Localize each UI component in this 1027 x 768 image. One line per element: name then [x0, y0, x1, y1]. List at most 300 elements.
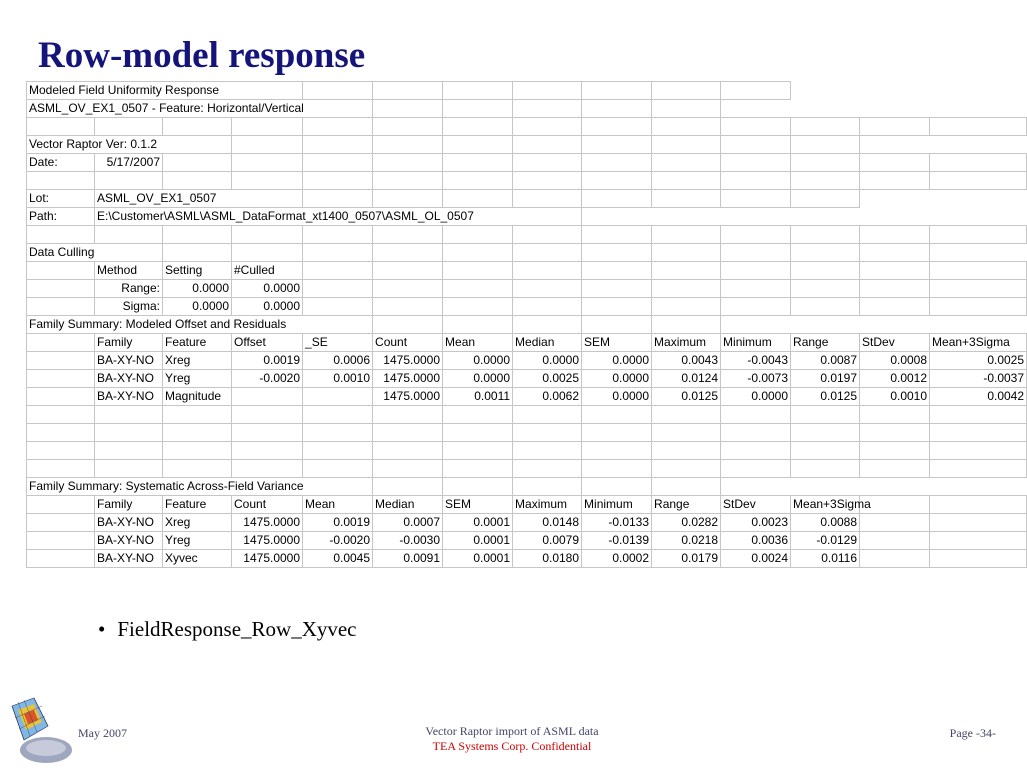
- sheet-cell-empty: [163, 172, 232, 190]
- sheet-cell-empty: [95, 460, 163, 478]
- sheet-cell-empty: [791, 226, 860, 244]
- sheet-cell-empty: [860, 172, 930, 190]
- sheet-cell-empty: [582, 298, 652, 316]
- sheet-cell-empty: [443, 190, 513, 208]
- sheet-cell-empty: [860, 226, 930, 244]
- sheet-cell: Yreg: [163, 532, 232, 550]
- sheet-cell-empty: [373, 226, 443, 244]
- sheet-row: [27, 244, 1027, 262]
- sheet-cell-empty: [860, 442, 930, 460]
- sheet-cell-empty: [232, 424, 303, 442]
- sheet-cell-empty: [232, 244, 303, 262]
- sheet-cell-empty: [652, 154, 721, 172]
- sheet-row: [27, 82, 1027, 100]
- sheet-row: [27, 172, 1027, 190]
- sheet-cell: SEM: [582, 334, 652, 352]
- sheet-cell-empty: [652, 82, 721, 100]
- sheet-cell-empty: [373, 406, 443, 424]
- sheet-cell: 0.0124: [652, 370, 721, 388]
- sheet-row: [27, 388, 1027, 406]
- sheet-cell-empty: [232, 406, 303, 424]
- sheet-cell: 0.0087: [791, 352, 860, 370]
- sheet-cell-empty: [721, 280, 791, 298]
- sheet-cell-empty: [652, 406, 721, 424]
- sheet-cell-empty: [513, 118, 582, 136]
- sheet-cell-empty: [582, 262, 652, 280]
- sheet-cell-empty: [443, 100, 513, 118]
- sheet-cell-empty: [443, 316, 513, 334]
- sheet-cell-empty: [95, 118, 163, 136]
- sheet-cell: 0.0043: [652, 352, 721, 370]
- sheet-cell-empty: [513, 424, 582, 442]
- sheet-cell-empty: [860, 118, 930, 136]
- sheet-cell-empty: [860, 244, 930, 262]
- sheet-cell: Setting: [163, 262, 232, 280]
- sheet-cell-empty: [791, 154, 860, 172]
- sheet-cell-empty: [513, 190, 582, 208]
- sheet-cell: Magnitude: [163, 388, 232, 406]
- sheet-cell-empty: [582, 226, 652, 244]
- sheet-cell: 0.0125: [652, 388, 721, 406]
- sheet-cell-empty: [373, 442, 443, 460]
- sheet-cell: 0.0006: [303, 352, 373, 370]
- sheet-cell-empty: [232, 154, 303, 172]
- sheet-cell: 0.0079: [513, 532, 582, 550]
- sheet-cell: 0.0125: [791, 388, 860, 406]
- sheet-cell-empty: [163, 424, 232, 442]
- sheet-cell: 0.0062: [513, 388, 582, 406]
- footer-page-number: Page -34-: [949, 726, 996, 740]
- sheet-cell: 0.0000: [232, 298, 303, 316]
- sheet-cell-empty: [652, 190, 721, 208]
- sheet-cell-empty: [860, 532, 930, 550]
- sheet-cell-empty: [513, 100, 582, 118]
- sheet-cell-empty: [721, 406, 791, 424]
- sheet-row: [27, 460, 1027, 478]
- sheet-cell: Maximum: [513, 496, 582, 514]
- sheet-cell: 0.0180: [513, 550, 582, 568]
- sheet-cell-empty: [582, 190, 652, 208]
- sheet-cell: Range:: [95, 280, 163, 298]
- sheet-cell-empty: [513, 136, 582, 154]
- sheet-cell-empty: [791, 460, 860, 478]
- sheet-row: [27, 262, 1027, 280]
- sheet-cell: Xreg: [163, 514, 232, 532]
- sheet-cell-empty: [373, 100, 443, 118]
- sheet-cell-empty: [443, 478, 513, 496]
- sheet-row: [27, 532, 1027, 550]
- sheet-cell-empty: [930, 424, 1027, 442]
- sheet-cell: 0.0024: [721, 550, 791, 568]
- sheet-cell-empty: [513, 406, 582, 424]
- sheet-cell-empty: [303, 172, 373, 190]
- sheet-cell-empty: [860, 424, 930, 442]
- sheet-cell-empty: [513, 280, 582, 298]
- sheet-row: [27, 100, 1027, 118]
- sheet-cell: SEM: [443, 496, 513, 514]
- sheet-cell-empty: [721, 154, 791, 172]
- sheet-cell-empty: [443, 136, 513, 154]
- sheet-cell-empty: [721, 424, 791, 442]
- sheet-cell-empty: [513, 478, 582, 496]
- sheet-cell: BA-XY-NO: [95, 550, 163, 568]
- sheet-cell-empty: [27, 262, 95, 280]
- spreadsheet-grid: [26, 81, 1027, 568]
- sheet-cell-empty: [27, 442, 95, 460]
- sheet-cell-empty: [582, 424, 652, 442]
- sheet-cell: E:\Customer\ASML\ASML_DataFormat_xt1400_0507\ASML_OL_0507: [95, 208, 582, 226]
- sheet-cell: -0.0020: [303, 532, 373, 550]
- sheet-cell-empty: [930, 460, 1027, 478]
- sheet-cell-empty: [443, 262, 513, 280]
- sheet-cell-empty: [373, 298, 443, 316]
- sheet-cell-empty: [27, 280, 95, 298]
- sheet-cell-empty: [721, 190, 791, 208]
- sheet-cell: 0.0116: [791, 550, 860, 568]
- sheet-cell: Sigma:: [95, 298, 163, 316]
- sheet-cell-empty: [27, 406, 95, 424]
- sheet-cell: Lot:: [27, 190, 95, 208]
- sheet-cell-empty: [232, 442, 303, 460]
- sheet-cell-empty: [860, 298, 930, 316]
- sheet-cell-empty: [95, 172, 163, 190]
- sheet-cell-empty: [443, 298, 513, 316]
- footer-center: [300, 724, 724, 754]
- sheet-cell-empty: [513, 226, 582, 244]
- sheet-cell-empty: [513, 298, 582, 316]
- sheet-cell-empty: [95, 406, 163, 424]
- sheet-cell: 0.0007: [373, 514, 443, 532]
- sheet-cell-empty: [582, 280, 652, 298]
- sheet-cell-empty: [791, 190, 860, 208]
- sheet-row: [27, 424, 1027, 442]
- sheet-cell-empty: [513, 460, 582, 478]
- sheet-cell-empty: [582, 442, 652, 460]
- sheet-cell: 0.0023: [721, 514, 791, 532]
- sheet-cell-empty: [930, 118, 1027, 136]
- sheet-cell-empty: [860, 460, 930, 478]
- sheet-cell: 1475.0000: [232, 514, 303, 532]
- sheet-cell-empty: [443, 460, 513, 478]
- sheet-cell-empty: [860, 280, 930, 298]
- sheet-cell-empty: [443, 280, 513, 298]
- sheet-cell: 0.0012: [860, 370, 930, 388]
- sheet-cell-empty: [232, 136, 303, 154]
- sheet-cell-empty: [791, 406, 860, 424]
- sheet-cell-empty: [652, 424, 721, 442]
- footer-date: May 2007: [78, 726, 127, 740]
- sheet-cell-empty: [513, 82, 582, 100]
- sheet-cell: BA-XY-NO: [95, 388, 163, 406]
- sheet-cell: Maximum: [652, 334, 721, 352]
- sheet-cell-empty: [303, 136, 373, 154]
- sheet-cell-empty: [652, 244, 721, 262]
- sheet-cell-empty: [27, 118, 95, 136]
- sheet-cell: 0.0010: [303, 370, 373, 388]
- sheet-cell: BA-XY-NO: [95, 514, 163, 532]
- sheet-cell-empty: [582, 136, 652, 154]
- sheet-cell-empty: [652, 226, 721, 244]
- sheet-cell-empty: [860, 514, 930, 532]
- sheet-cell-empty: [303, 154, 373, 172]
- sheet-cell-empty: [303, 244, 373, 262]
- sheet-cell: 0.0000: [232, 280, 303, 298]
- sheet-cell: ASML_OV_EX1_0507: [95, 190, 303, 208]
- sheet-cell-empty: [930, 172, 1027, 190]
- sheet-cell: Path:: [27, 208, 95, 226]
- sheet-cell: 1475.0000: [373, 388, 443, 406]
- sheet-cell-empty: [513, 316, 582, 334]
- sheet-cell-empty: [513, 172, 582, 190]
- sheet-cell: 0.0282: [652, 514, 721, 532]
- sheet-cell-empty: [582, 100, 652, 118]
- sheet-row: [27, 190, 1027, 208]
- sheet-cell: [303, 388, 373, 406]
- sheet-cell-empty: [652, 316, 721, 334]
- sheet-cell: Offset: [232, 334, 303, 352]
- sheet-cell-empty: [652, 136, 721, 154]
- sheet-cell: Family Summary: Modeled Offset and Residuals: [27, 316, 373, 334]
- sheet-cell-empty: [791, 244, 860, 262]
- sheet-cell-empty: [513, 154, 582, 172]
- sheet-cell: _SE: [303, 334, 373, 352]
- sheet-cell-empty: [791, 424, 860, 442]
- sheet-cell-empty: [443, 154, 513, 172]
- sheet-cell-empty: [27, 334, 95, 352]
- sheet-cell: 1475.0000: [373, 352, 443, 370]
- sheet-cell: 0.0001: [443, 550, 513, 568]
- sheet-cell: -0.0133: [582, 514, 652, 532]
- sheet-cell: 0.0218: [652, 532, 721, 550]
- sheet-cell: 0.0000: [582, 370, 652, 388]
- sheet-cell: Range: [652, 496, 721, 514]
- sheet-cell: 0.0000: [163, 298, 232, 316]
- sheet-cell: -0.0139: [582, 532, 652, 550]
- sheet-cell-empty: [163, 154, 232, 172]
- sheet-cell: 5/17/2007: [95, 154, 163, 172]
- sheet-cell: Minimum: [582, 496, 652, 514]
- sheet-cell-empty: [232, 226, 303, 244]
- sheet-cell-empty: [373, 262, 443, 280]
- sheet-cell: -0.0073: [721, 370, 791, 388]
- sheet-cell-empty: [513, 244, 582, 262]
- sheet-cell: Mean: [303, 496, 373, 514]
- sheet-cell-empty: [513, 262, 582, 280]
- sheet-cell-empty: [163, 226, 232, 244]
- sheet-cell-empty: [95, 442, 163, 460]
- spreadsheet: [26, 81, 1025, 570]
- sheet-cell: 0.0000: [443, 370, 513, 388]
- sheet-row: [27, 442, 1027, 460]
- sheet-cell-empty: [791, 262, 860, 280]
- sheet-cell-empty: [373, 118, 443, 136]
- sheet-cell: Xyvec: [163, 550, 232, 568]
- sheet-cell: 0.0025: [513, 370, 582, 388]
- sheet-cell: 0.0000: [163, 280, 232, 298]
- sheet-cell: Count: [232, 496, 303, 514]
- sheet-cell: 1475.0000: [232, 550, 303, 568]
- sheet-cell-empty: [443, 244, 513, 262]
- sheet-cell: 1475.0000: [232, 532, 303, 550]
- sheet-cell-empty: [303, 460, 373, 478]
- sheet-cell: Family Summary: Systematic Across-Field Variance: [27, 478, 373, 496]
- sheet-cell-empty: [652, 298, 721, 316]
- sheet-cell: 0.0000: [443, 352, 513, 370]
- sheet-cell-empty: [27, 532, 95, 550]
- sheet-cell-empty: [303, 298, 373, 316]
- sheet-row: [27, 478, 1027, 496]
- sheet-cell-empty: [303, 280, 373, 298]
- sheet-cell: 0.0000: [513, 352, 582, 370]
- sheet-cell: 0.0025: [930, 352, 1027, 370]
- sheet-row: [27, 406, 1027, 424]
- sheet-cell-empty: [582, 118, 652, 136]
- sheet-cell-empty: [27, 172, 95, 190]
- sheet-cell-empty: [373, 154, 443, 172]
- footer-subtitle: Vector Raptor import of ASML data: [425, 724, 599, 738]
- sheet-cell-empty: [582, 406, 652, 424]
- sheet-cell: Mean: [443, 334, 513, 352]
- sheet-cell-empty: [232, 118, 303, 136]
- sheet-cell-empty: [373, 460, 443, 478]
- sheet-cell: StDev: [721, 496, 791, 514]
- sheet-cell-empty: [721, 298, 791, 316]
- sheet-row: [27, 280, 1027, 298]
- sheet-cell-empty: [163, 406, 232, 424]
- sheet-cell-empty: [95, 424, 163, 442]
- sheet-cell-empty: [27, 298, 95, 316]
- sheet-cell: 0.0008: [860, 352, 930, 370]
- sheet-cell-empty: [373, 316, 443, 334]
- sheet-cell-empty: [652, 478, 721, 496]
- sheet-cell-empty: [513, 442, 582, 460]
- sheet-cell-empty: [930, 550, 1027, 568]
- sheet-cell-empty: [373, 136, 443, 154]
- sheet-cell: -0.0129: [791, 532, 860, 550]
- sheet-cell-empty: [27, 424, 95, 442]
- sheet-cell: 0.0036: [721, 532, 791, 550]
- sheet-cell-empty: [791, 172, 860, 190]
- sheet-cell-empty: [652, 460, 721, 478]
- sheet-cell: Mean+3Sigma: [791, 496, 860, 514]
- sheet-cell: Method: [95, 262, 163, 280]
- sheet-cell-empty: [791, 280, 860, 298]
- sheet-cell: -0.0020: [232, 370, 303, 388]
- sheet-cell-empty: [303, 442, 373, 460]
- sheet-cell: -0.0043: [721, 352, 791, 370]
- sheet-cell: Range: [791, 334, 860, 352]
- sheet-cell: Median: [513, 334, 582, 352]
- sheet-cell: BA-XY-NO: [95, 532, 163, 550]
- sheet-cell-empty: [303, 424, 373, 442]
- sheet-cell-empty: [791, 298, 860, 316]
- sheet-cell-empty: [443, 442, 513, 460]
- sheet-cell-empty: [721, 244, 791, 262]
- sheet-cell-empty: [27, 496, 95, 514]
- sheet-cell: 0.0000: [721, 388, 791, 406]
- sheet-cell-empty: [163, 442, 232, 460]
- sheet-cell-empty: [443, 118, 513, 136]
- sheet-cell-empty: [930, 298, 1027, 316]
- sheet-cell-empty: [930, 226, 1027, 244]
- sheet-cell-empty: [582, 82, 652, 100]
- sheet-cell-empty: [303, 190, 373, 208]
- sheet-cell: 0.0000: [582, 352, 652, 370]
- sheet-cell-empty: [373, 280, 443, 298]
- sheet-row: [27, 316, 1027, 334]
- sheet-cell-empty: [27, 226, 95, 244]
- sheet-cell-empty: [303, 262, 373, 280]
- sheet-cell-empty: [721, 442, 791, 460]
- sheet-cell: Family: [95, 334, 163, 352]
- sheet-cell: Family: [95, 496, 163, 514]
- sheet-cell-empty: [373, 172, 443, 190]
- sheet-cell: 0.0042: [930, 388, 1027, 406]
- sheet-cell-empty: [95, 226, 163, 244]
- sheet-cell-empty: [443, 226, 513, 244]
- sheet-cell: -0.0030: [373, 532, 443, 550]
- sheet-cell-empty: [652, 100, 721, 118]
- sheet-cell: ASML_OV_EX1_0507 - Feature: Horizontal/Vertical: [27, 100, 373, 118]
- sheet-cell-empty: [860, 550, 930, 568]
- sheet-cell-empty: [582, 460, 652, 478]
- sheet-cell: BA-XY-NO: [95, 370, 163, 388]
- footer-confidential: TEA Systems Corp. Confidential: [432, 739, 592, 753]
- surface-plot-logo-icon: [4, 696, 74, 766]
- sheet-row: [27, 514, 1027, 532]
- sheet-cell-empty: [721, 136, 791, 154]
- sheet-cell-empty: [303, 226, 373, 244]
- sheet-cell-empty: [443, 172, 513, 190]
- sheet-cell-empty: [721, 172, 791, 190]
- sheet-cell: Xreg: [163, 352, 232, 370]
- sheet-cell-empty: [232, 172, 303, 190]
- sheet-cell-empty: [27, 370, 95, 388]
- sheet-cell-empty: [721, 118, 791, 136]
- sheet-cell: Mean+3Sigma: [930, 334, 1027, 352]
- sheet-cell-empty: [373, 190, 443, 208]
- sheet-cell: Yreg: [163, 370, 232, 388]
- sheet-cell-empty: [582, 154, 652, 172]
- sheet-cell-empty: [303, 406, 373, 424]
- sheet-cell-empty: [930, 406, 1027, 424]
- sheet-cell: 0.0001: [443, 532, 513, 550]
- sheet-cell-empty: [721, 262, 791, 280]
- sheet-cell-empty: [27, 514, 95, 532]
- sheet-cell: 0.0148: [513, 514, 582, 532]
- sheet-cell: Median: [373, 496, 443, 514]
- sheet-cell-empty: [443, 424, 513, 442]
- sheet-cell-empty: [930, 280, 1027, 298]
- sheet-cell-empty: [652, 442, 721, 460]
- sheet-cell-empty: [930, 262, 1027, 280]
- sheet-cell-empty: [582, 244, 652, 262]
- sheet-row: [27, 118, 1027, 136]
- sheet-row: [27, 352, 1027, 370]
- sheet-cell: 0.0000: [582, 388, 652, 406]
- sheet-cell: 0.0045: [303, 550, 373, 568]
- sheet-cell-empty: [373, 82, 443, 100]
- sheet-cell-empty: [652, 172, 721, 190]
- sheet-cell: 0.0011: [443, 388, 513, 406]
- sheet-cell-empty: [860, 262, 930, 280]
- sheet-cell: 0.0002: [582, 550, 652, 568]
- sheet-row: [27, 226, 1027, 244]
- sheet-cell-empty: [930, 154, 1027, 172]
- sheet-row: [27, 370, 1027, 388]
- sheet-cell: 0.0019: [232, 352, 303, 370]
- sheet-cell-empty: [582, 316, 652, 334]
